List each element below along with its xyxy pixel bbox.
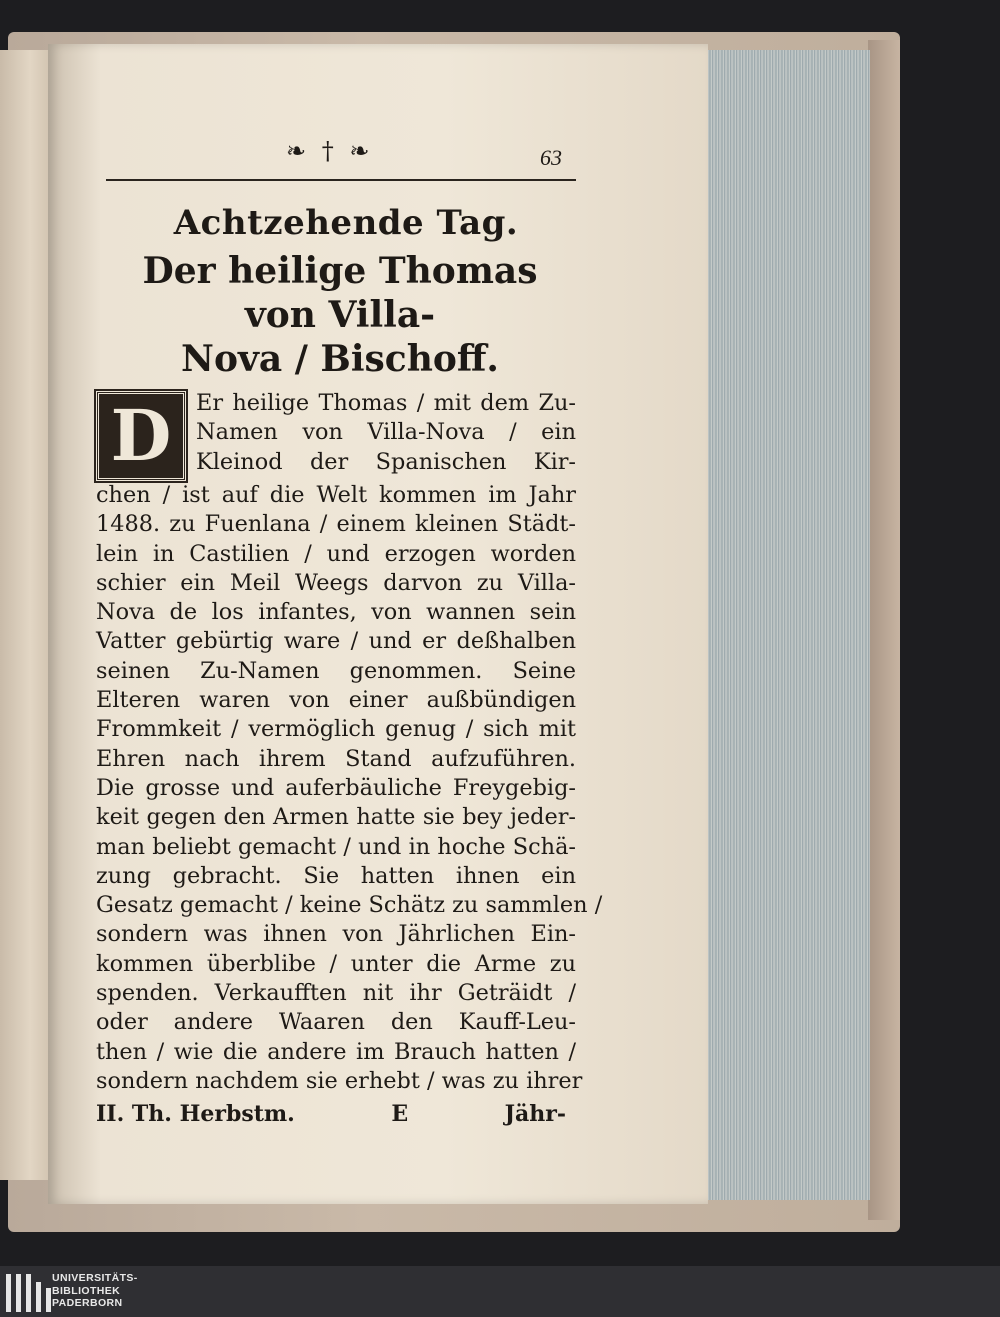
- text-line: seinen Zu-Namen genommen. Seine: [96, 657, 576, 684]
- text-line: sondern was ihnen von Jährlichen Ein-: [96, 921, 576, 948]
- library-logo-icon: [6, 1272, 51, 1312]
- text-line: sondern nachdem sie erhebt / was zu ihrer: [96, 1067, 583, 1094]
- text-line: Kleinod der Spanischen Kir-: [196, 448, 576, 475]
- decorated-initial: D: [96, 391, 186, 481]
- text-line: Gesatz gemacht / keine Schätz zu sammlen /: [96, 892, 603, 919]
- running-head: [106, 135, 576, 181]
- library-name-line: UNIVERSITÄTS-: [52, 1272, 138, 1284]
- page-number: 63: [540, 145, 562, 170]
- saint-title: [104, 249, 576, 381]
- ornament: ❧ † ❧: [286, 137, 374, 165]
- book-board-edge: [868, 40, 900, 1220]
- text-line: Ehren nach ihrem Stand aufzuführen.: [96, 745, 576, 772]
- signature-mark: II. Th. Herbstm.: [96, 1101, 295, 1128]
- text-line: keit gegen den Armen hatte sie bey jeder-: [96, 804, 576, 831]
- text-line: Frommkeit / vermöglich genug / sich mit: [96, 716, 576, 743]
- text-line: oder andere Waaren den Kauff-Leu-: [96, 1009, 576, 1036]
- text-line: lein in Castilien / und erzogen worden: [96, 540, 576, 567]
- text-line: Nova de los infantes, von wannen sein: [96, 599, 576, 626]
- text-line: chen / ist auf die Welt kommen im Jahr: [96, 482, 576, 508]
- text-line: Namen von Villa-Nova / ein: [196, 419, 576, 446]
- catchword: Jähr-: [504, 1101, 566, 1128]
- library-name-line: BIBLIOTHEK: [52, 1284, 121, 1297]
- library-footer-bar: [0, 1266, 1000, 1317]
- saint-title-line: Nova / Bischoff.: [181, 338, 499, 380]
- sheet-mark: E: [391, 1101, 409, 1128]
- page-footer: [96, 1100, 576, 1129]
- left-page: [0, 50, 52, 1180]
- day-title: Achtzehende Tag.: [173, 203, 519, 243]
- page-edges: [700, 50, 870, 1200]
- text-line: Elteren waren von einer außbündigen: [96, 687, 576, 714]
- text-line: Er heilige Thomas / mit dem Zu-: [196, 390, 576, 416]
- text-line: spenden. Verkaufften nit ihr Geträidt /: [96, 980, 576, 1007]
- text-line: schier ein Meil Weegs darvon zu Villa-: [96, 569, 576, 596]
- text-line: man beliebt gemacht / und in hoche Schä-: [96, 833, 576, 860]
- body-text: [96, 389, 603, 1130]
- library-name-line: PADERBORN: [52, 1297, 123, 1309]
- text-line: Vatter gebürtig ware / und er deßhalben: [96, 628, 576, 655]
- library-name: [52, 1272, 138, 1310]
- text-line: kommen überblibe / unter die Arme zu: [96, 950, 576, 977]
- body-lines: [96, 481, 603, 1096]
- text-line: Die grosse und auferbäuliche Freygebig-: [96, 774, 576, 801]
- text-line: then / wie die andere im Brauch hatten /: [96, 1038, 576, 1065]
- page-text-block: [96, 135, 603, 1130]
- text-line: 1488. zu Fuenlana / einem kleinen Städt-: [96, 511, 576, 538]
- saint-title-line: Der heilige Thomas von Villa-: [142, 250, 538, 336]
- text-line: zung gebracht. Sie hatten ihnen ein: [96, 862, 576, 889]
